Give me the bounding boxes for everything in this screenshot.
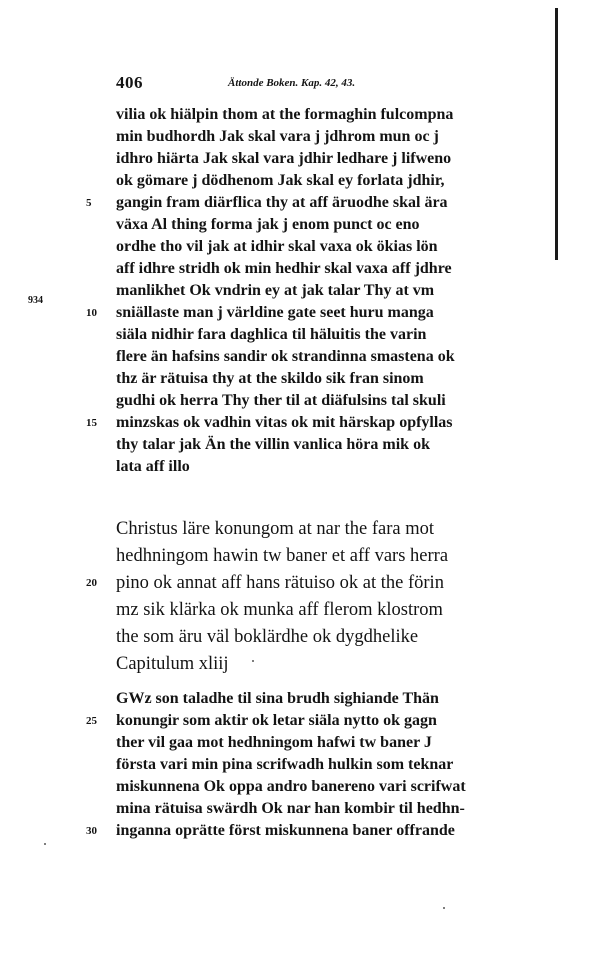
text-line: Capitulum xliij [116, 654, 229, 674]
text-line: ordhe tho vil jak at idhir skal vaxa ok ökias lön [116, 238, 438, 255]
text-line: Christus läre konungom at nar the fara mot [116, 519, 435, 539]
text-line: miskunnena Ok oppa andro banereno vari scrifwat [116, 778, 466, 795]
text-line: min budhordh Jak skal vara j jdhrom mun oc j [116, 128, 439, 145]
text-line: gangin fram diärflica thy at aff äruodhe skal ära [116, 194, 448, 211]
text-line: sniällaste man j världine gate seet huru manga [116, 304, 434, 321]
line-number: 20 [86, 577, 97, 589]
text-line: mz sik klärka ok munka aff flerom klostrom [116, 600, 443, 620]
running-title: Ättonde Boken. Kap. 42, 43. [228, 77, 356, 89]
text-line: växa Al thing forma jak j enom punct oc eno [116, 216, 420, 233]
page-header [116, 73, 556, 97]
text-line: mina rätuisa swärdh Ok nar han kombir til hedhn- [116, 800, 465, 817]
page-number: 406 [116, 73, 143, 92]
text-line: thz är rätuisa thy at the skildo sik fran sinom [116, 370, 424, 387]
page-edge-rule [555, 8, 558, 260]
text-line: siäla nidhir fara daghlica til häluitis the varin [116, 326, 427, 343]
text-line: manlikhet Ok vndrin ey at jak talar Thy at vm [116, 282, 435, 299]
text-line: hedhningom hawin tw baner et aff vars herra [116, 546, 449, 566]
text-line: konungir som aktir ok letar siäla nytto ok gagn [116, 712, 437, 729]
text-line: the som äru väl boklärdhe ok dygdhelike [116, 627, 419, 647]
text-line: flere än hafsins sandir ok strandinna smastena ok [116, 348, 455, 365]
text-line: GWz son taladhe til sina brudh sighiande Thän [116, 690, 439, 707]
text-line: minzskas ok vadhin vitas ok mit härskap opfyllas [116, 414, 453, 431]
text-line: inganna oprätte först miskunnena baner offrande [116, 822, 455, 839]
stray-mark [44, 843, 46, 845]
text-line: pino ok annat aff hans rätuiso ok at the förin [116, 573, 444, 593]
stray-mark [443, 907, 445, 909]
text-line: lata aff illo [116, 458, 190, 475]
line-number: 30 [86, 825, 97, 837]
text-line: vilia ok hiälpin thom at the formaghin fulcompna [116, 106, 454, 123]
line-number: 25 [86, 715, 97, 727]
text-line: aff idhre stridh ok min hedhir skal vaxa aff jdhre [116, 260, 452, 277]
text-line: gudhi ok herra Thy ther til at diäfulsins tal skuli [116, 392, 446, 409]
margin-reference: 934 [28, 295, 43, 306]
line-number: 10 [86, 307, 97, 319]
line-number: 15 [86, 417, 97, 429]
text-line: första vari min pina scrifwadh hulkin som teknar [116, 756, 454, 773]
stray-mark [252, 660, 254, 662]
text-line: ther vil gaa mot hedhningom hafwi tw baner J [116, 734, 432, 751]
text-line: thy talar jak Än the villin vanlica höra mik ok [116, 436, 430, 453]
line-number: 5 [86, 197, 92, 209]
text-line: idhro hiärta Jak skal vara jdhir ledhare j lifweno [116, 150, 452, 167]
text-line: ok gömare j dödhenom Jak skal ey forlata jdhir, [116, 172, 445, 189]
